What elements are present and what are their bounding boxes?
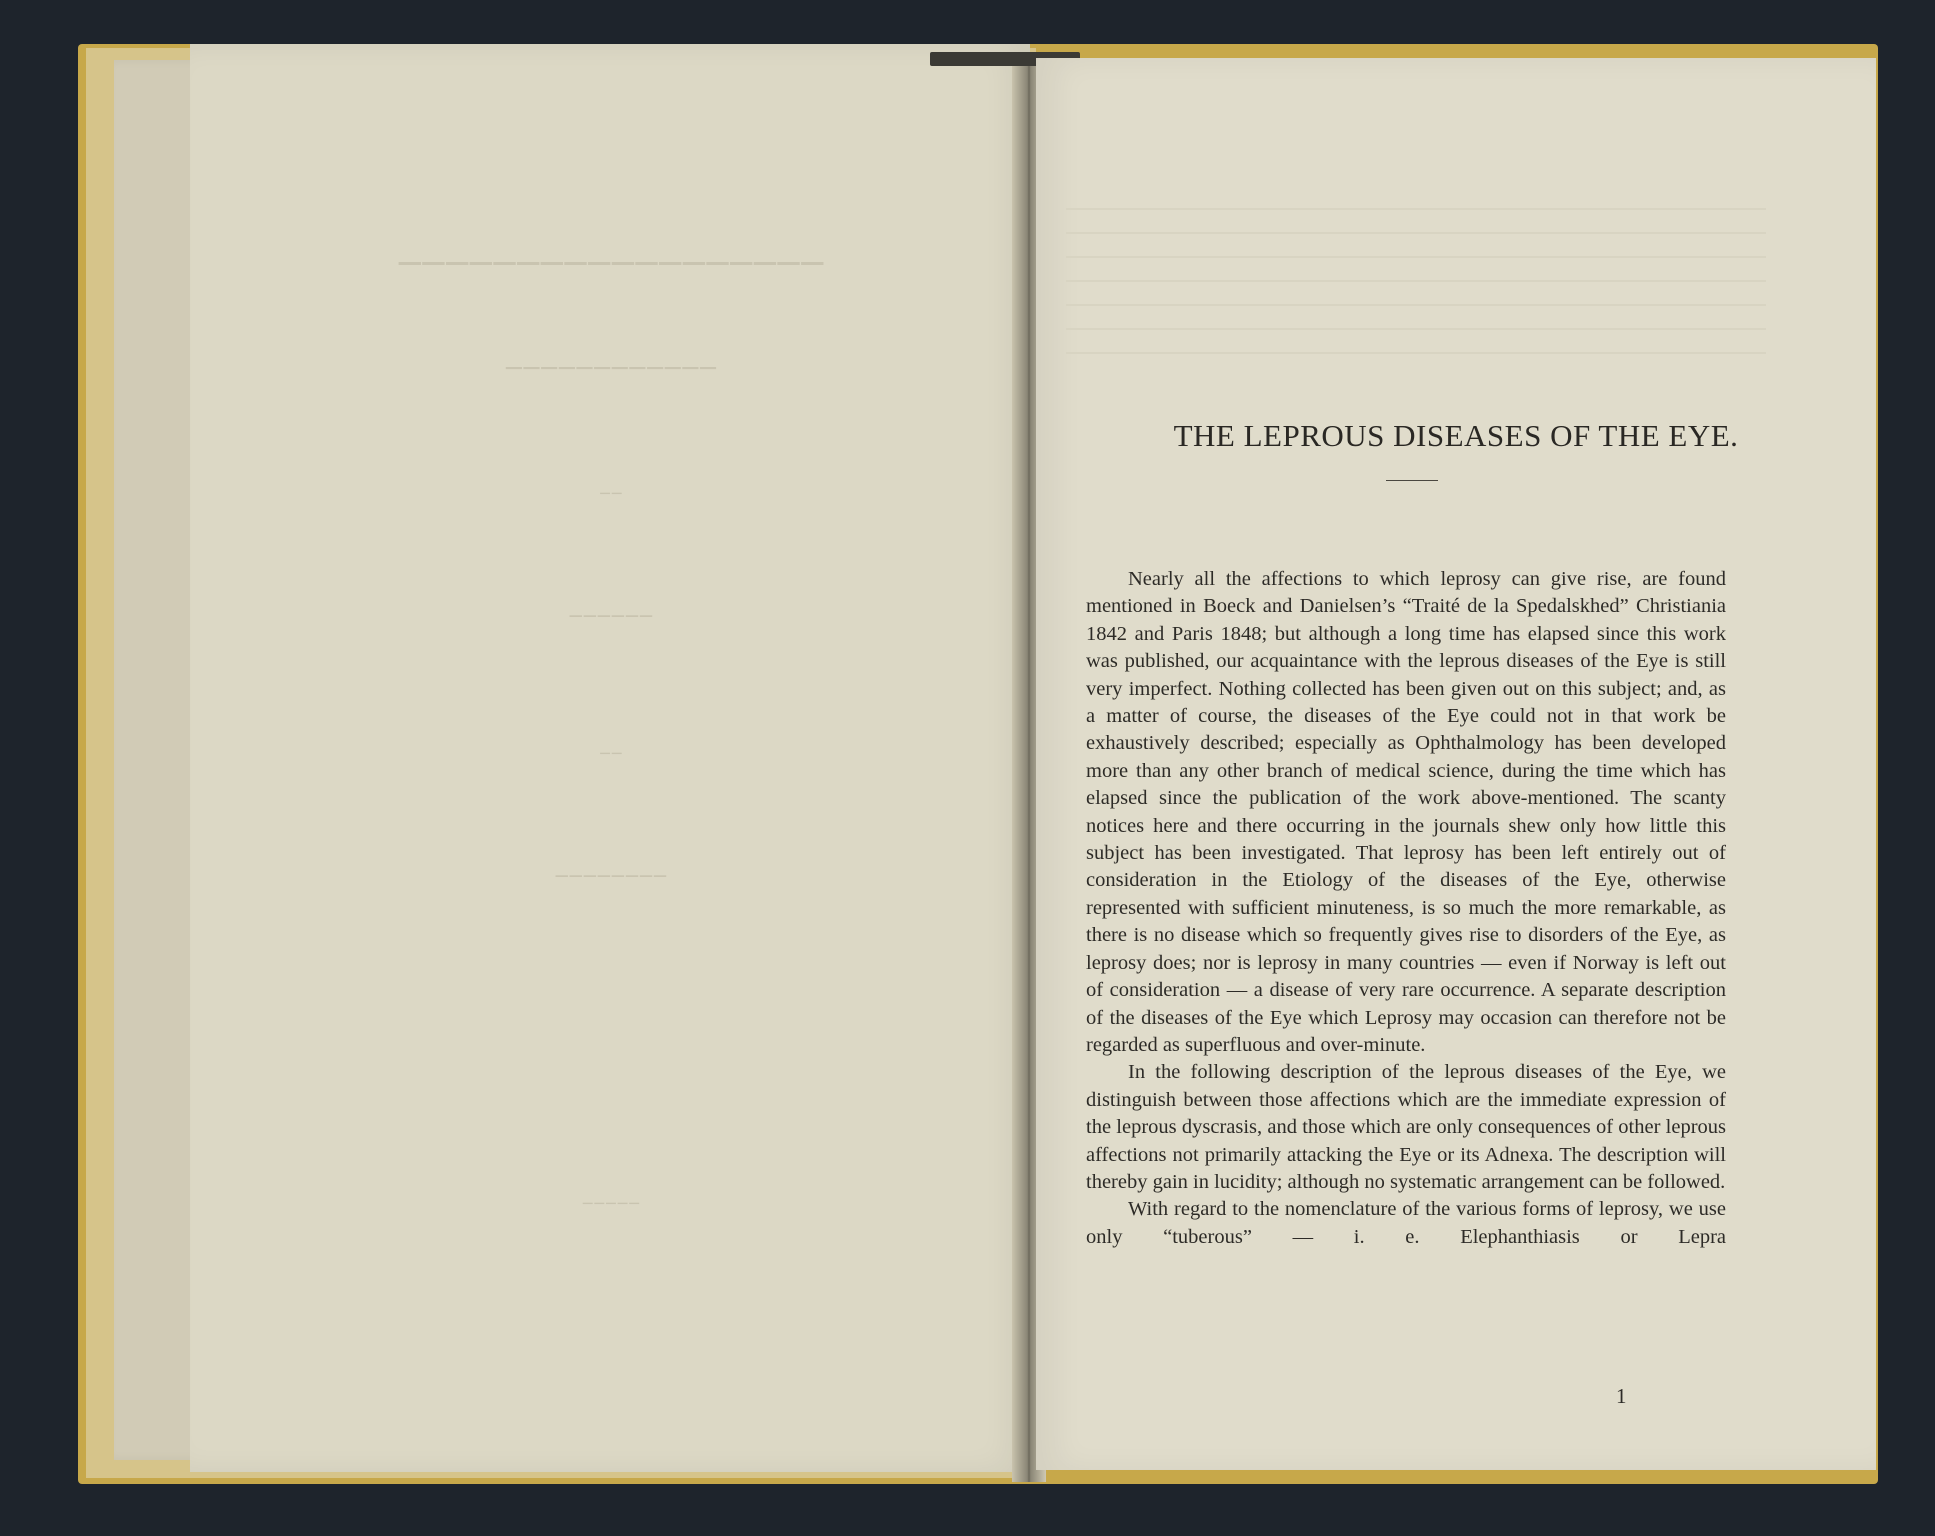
bleed-through-texture bbox=[1066, 198, 1766, 376]
show-through-title: ────────────────── bbox=[396, 244, 824, 285]
left-page-blank-verso bbox=[190, 44, 1030, 1472]
show-through-imprint: ───── bbox=[580, 1194, 640, 1213]
paragraph-3: With regard to the nomenclature of the various forms of leprosy, we use only “tuberous” — i. e. Elephanthiasis or Lepra bbox=[1086, 1198, 1726, 1248]
show-through-and: ── bbox=[598, 744, 622, 763]
right-page bbox=[1036, 58, 1876, 1470]
page-title: THE LEPROUS DISEASES OF THE EYE. bbox=[1173, 418, 1739, 453]
paragraph-2: In the following description of the leprous diseases of the Eye, we distinguish between those affections which are the immediate expression of the leprous dyscrasis, and those which are only consequences of other leprous affections not primarily attacking the Eye or its Adnexa. The description will thereby gain in lucidity; although no systematic arrangement can be followed. bbox=[1086, 1061, 1726, 1193]
page-number: 1 bbox=[1616, 1384, 1627, 1408]
show-through-author-1: ────── bbox=[567, 604, 653, 628]
show-through-by: ── bbox=[598, 484, 622, 503]
show-through-subtitle: ──────────── bbox=[504, 354, 716, 384]
body-text bbox=[1086, 566, 1726, 1251]
title-rule bbox=[1386, 480, 1438, 481]
paragraph-1: Nearly all the affections to which leprosy can give rise, are found mentioned in Boeck and Danielsen’s “Traité de la Spedalskhed” Christiania 1842 and Paris 1848; but although a long time has elapsed since this work was published, our acquaintance with the leprous diseases of the Eye is still very imperfect. Nothing collected has been given out on this subject; and, as a matter of course, the diseases of the Eye could not in that work be exhaustively described; especially as Ophthalmology has been developed more than any other branch of medical science, during the time which has elapsed since the publication of the work above-mentioned. The scanty notices here and there occurring in the journals shew only how little this subject has been investigated. That leprosy has been left entirely out of consideration in the Etiology of the diseases of the Eye, otherwise represented with sufficient minuteness, is so much the more remarkable, as there is no disease which so frequently gives rise to disorders of the Eye, as leprosy does; nor is leprosy in many countries — even if Norway is left out of consideration — a disease of very rare occurrence. A separate description of the diseases of the Eye which Leprosy may occasion can therefore not be regarded as superfluous and over-minute. bbox=[1086, 568, 1726, 1056]
show-through-author-2: ──────── bbox=[553, 864, 667, 888]
